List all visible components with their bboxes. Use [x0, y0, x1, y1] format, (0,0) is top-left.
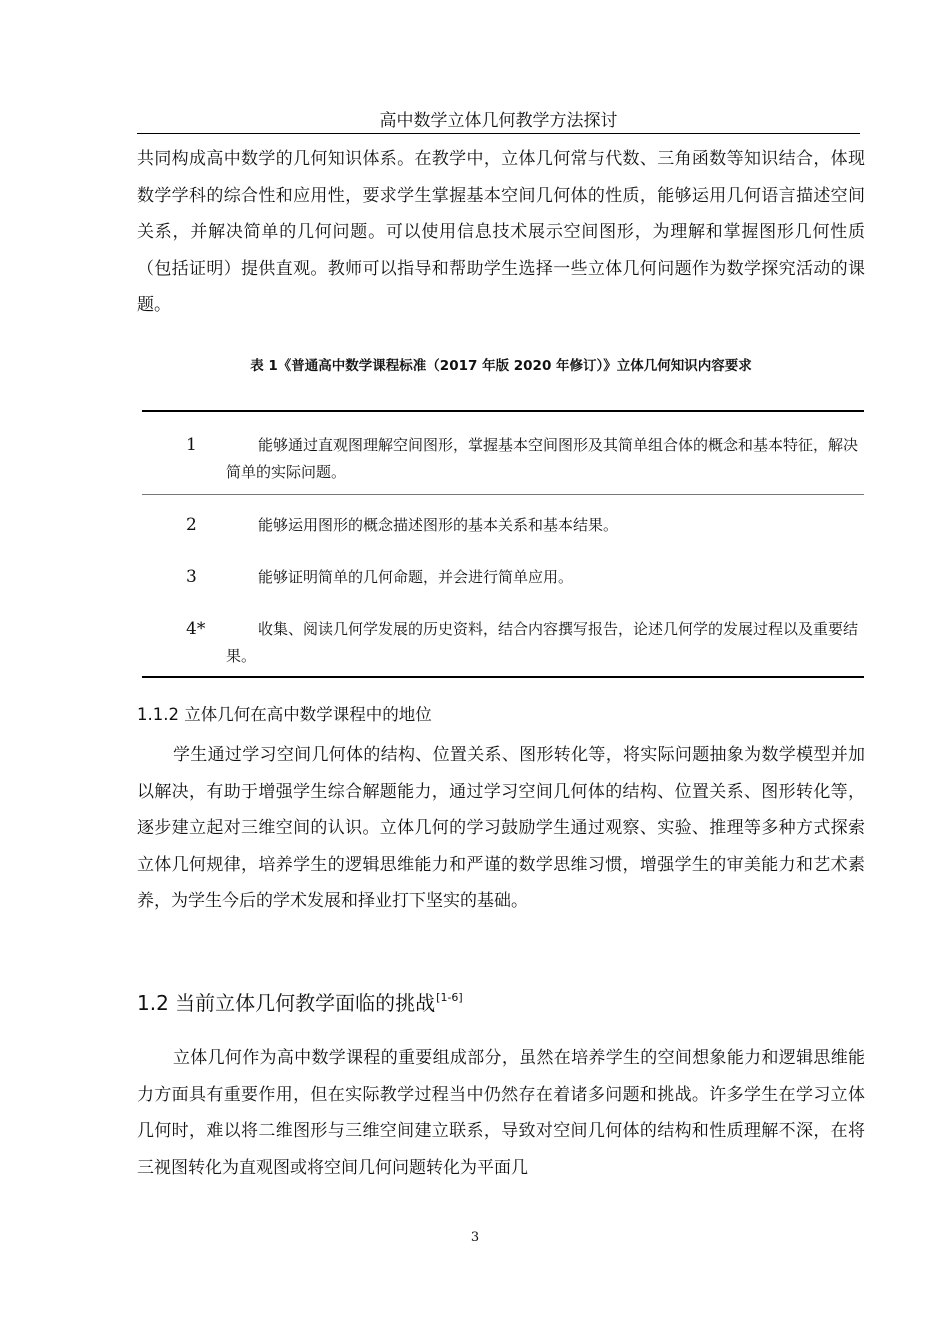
row-number: 2: [186, 515, 197, 535]
table-row: [142, 539, 864, 591]
table-bottom-rule: [142, 676, 864, 678]
table-row: [142, 591, 864, 676]
row-number: 3: [186, 567, 197, 587]
row-number: 4*: [186, 619, 206, 639]
table-row: [142, 412, 864, 494]
row-number: 1: [186, 435, 197, 455]
intro-paragraph: 共同构成高中数学的几何知识体系。在教学中，立体几何常与代数、三角函数等知识结合，体现数学学科的综合性和应用性，要求学生掌握基本空间几何体的性质，能够运用几何语言描述空间关系，并解决简单的几何问题。可以使用信息技术展示空间图形，为理解和掌握图形几何性质（包括证明）提供直观。教师可以指导和帮助学生选择一些立体几何问题作为数学探究活动的课题。: [137, 149, 865, 315]
citation-superscript: [1-6]: [436, 991, 463, 1004]
section-heading-1-2: [137, 987, 463, 1016]
page-header-title: 高中数学立体几何教学方法探讨: [379, 111, 618, 131]
row-text: 能够通过直观图理解空间图形，掌握基本空间图形及其简单组合体的概念和基本特征，解决简单的实际问题。: [226, 436, 859, 481]
section-heading-1-2-text: 1.2 当前立体几何教学面临的挑战: [137, 991, 436, 1015]
table-row: [142, 495, 864, 539]
section-heading-1-1-2: 1.1.2 立体几何在高中数学课程中的地位: [137, 705, 432, 724]
section-1-1-2-body: 学生通过学习空间几何体的结构、位置关系、图形转化等，将实际问题抽象为数学模型并加以解决，有助于增强学生综合解题能力，通过学习空间几何体的结构、位置关系、图形转化等，逐步建立起对三维空间的认识。立体几何的学习鼓励学生通过观察、实验、推理等多种方式探索立体几何规律，培养学生的逻辑思维能力和严谨的数学思维习惯，增强学生的审美能力和艺术素养，为学生今后的学术发展和择业打下坚实的基础。: [137, 745, 865, 911]
row-text: 能够证明简单的几何命题，并会进行简单应用。: [258, 568, 574, 586]
page-number: 3: [470, 1230, 480, 1245]
header-divider: [137, 133, 860, 134]
table-caption: 表 1《普通高中数学课程标准（2017 年版 2020 年修订）》立体几何知识内容要求: [250, 358, 752, 374]
requirements-table: [142, 410, 864, 678]
row-text: 能够运用图形的概念描述图形的基本关系和基本结果。: [258, 516, 619, 534]
section-1-2-body: 立体几何作为高中数学课程的重要组成部分，虽然在培养学生的空间想象能力和逻辑思维能力方面具有重要作用，但在实际教学过程当中仍然存在着诸多问题和挑战。许多学生在学习立体几何时，难以将二维图形与三维空间建立联系，导致对空间几何体的结构和性质理解不深，在将三视图转化为直观图或将空间几何问题转化为平面几: [137, 1048, 865, 1178]
row-text: 收集、阅读几何学发展的历史资料，结合内容撰写报告，论述几何学的发展过程以及重要结果。: [226, 620, 859, 665]
